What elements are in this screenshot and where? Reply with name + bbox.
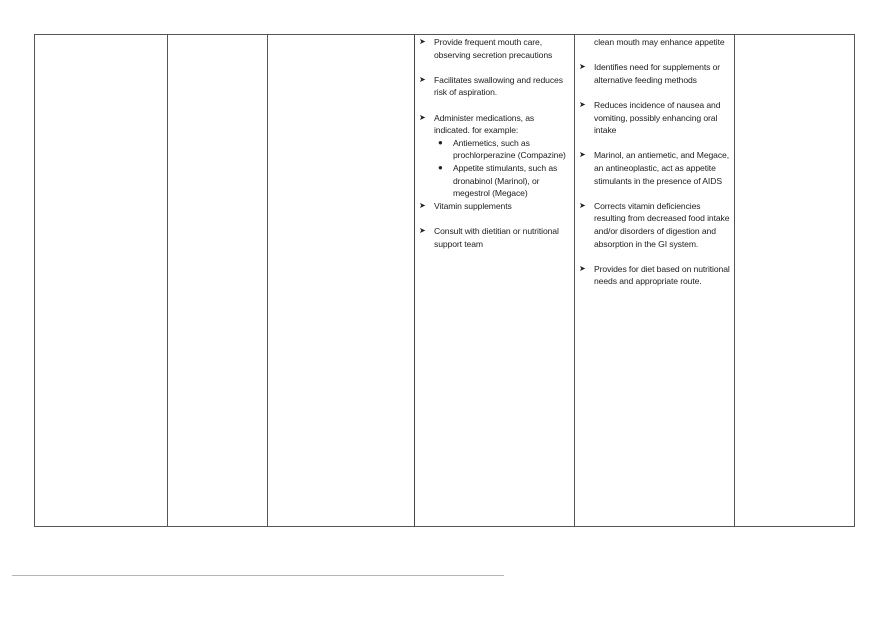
arrow-bullet-icon: ➤ [419,225,426,235]
list-item [419,74,570,99]
list-item [419,200,570,213]
care-plan-table [34,34,855,527]
medication-sublist [434,137,570,200]
arrow-bullet-icon: ➤ [579,200,586,210]
rationale-text: Identifies need for supplements or alternative feeding methods [594,62,721,85]
list-item [419,225,570,250]
footnote-separator [12,575,504,576]
list-item [579,200,730,250]
list-item [579,263,730,288]
intervention-text: Provide frequent mouth care, observing secretion precautions [434,37,553,60]
medication-text: Antiemetics, such as prochlorperazine (Compazine) [453,137,566,161]
rationale-continuation: clean mouth may enhance appetite [594,37,725,47]
arrow-bullet-icon: ➤ [579,99,586,109]
arrow-bullet-icon: ➤ [579,62,586,72]
arrow-bullet-icon: ➤ [419,112,426,122]
intervention-text: Administer medications, as indicated. for example: [434,112,535,136]
table-column-assessment [35,35,168,526]
rationale-text: Provides for diet based on nutritional needs and appropriate route. [594,263,730,287]
rationale-text: Marinol, an antiemetic, and Megace, an antineoplastic, act as appetite stimulants in the presence of AIDS [594,150,730,186]
arrow-bullet-icon: ➤ [419,200,426,210]
table-column-diagnosis [168,35,268,526]
table-column-planning [268,35,415,526]
intervention-text: Consult with dietitian or nutritional support team [434,225,559,249]
bullet-dot-icon: ● [438,137,443,147]
list-item [419,36,570,61]
arrow-bullet-icon: ➤ [579,263,586,273]
bullet-dot-icon: ● [438,162,443,172]
list-item [579,61,730,86]
arrow-bullet-icon: ➤ [579,150,586,160]
arrow-bullet-icon: ➤ [419,74,426,84]
list-item [579,149,730,187]
rationale-text: Reduces incidence of nausea and vomiting, possibly enhancing oral intake [594,99,721,136]
arrow-bullet-icon: ➤ [419,37,426,46]
intervention-text: Vitamin supplements [434,200,512,211]
table-column-evaluation [735,35,854,526]
medication-text: Appetite stimulants, such as dronabinol (Marinol), or megestrol (Megace) [453,162,558,199]
list-item [438,162,570,200]
table-column-rationale [575,35,735,526]
list-item [438,137,570,162]
list-item [579,99,730,137]
table-column-interventions [415,35,575,526]
rationale-text: Corrects vitamin deficiencies resulting from decreased food intake and/or disorders of digestion and absorption in the GI system. [594,200,730,249]
intervention-text: Facilitates swallowing and reduces risk of aspiration. [434,74,563,98]
list-item [419,112,570,200]
